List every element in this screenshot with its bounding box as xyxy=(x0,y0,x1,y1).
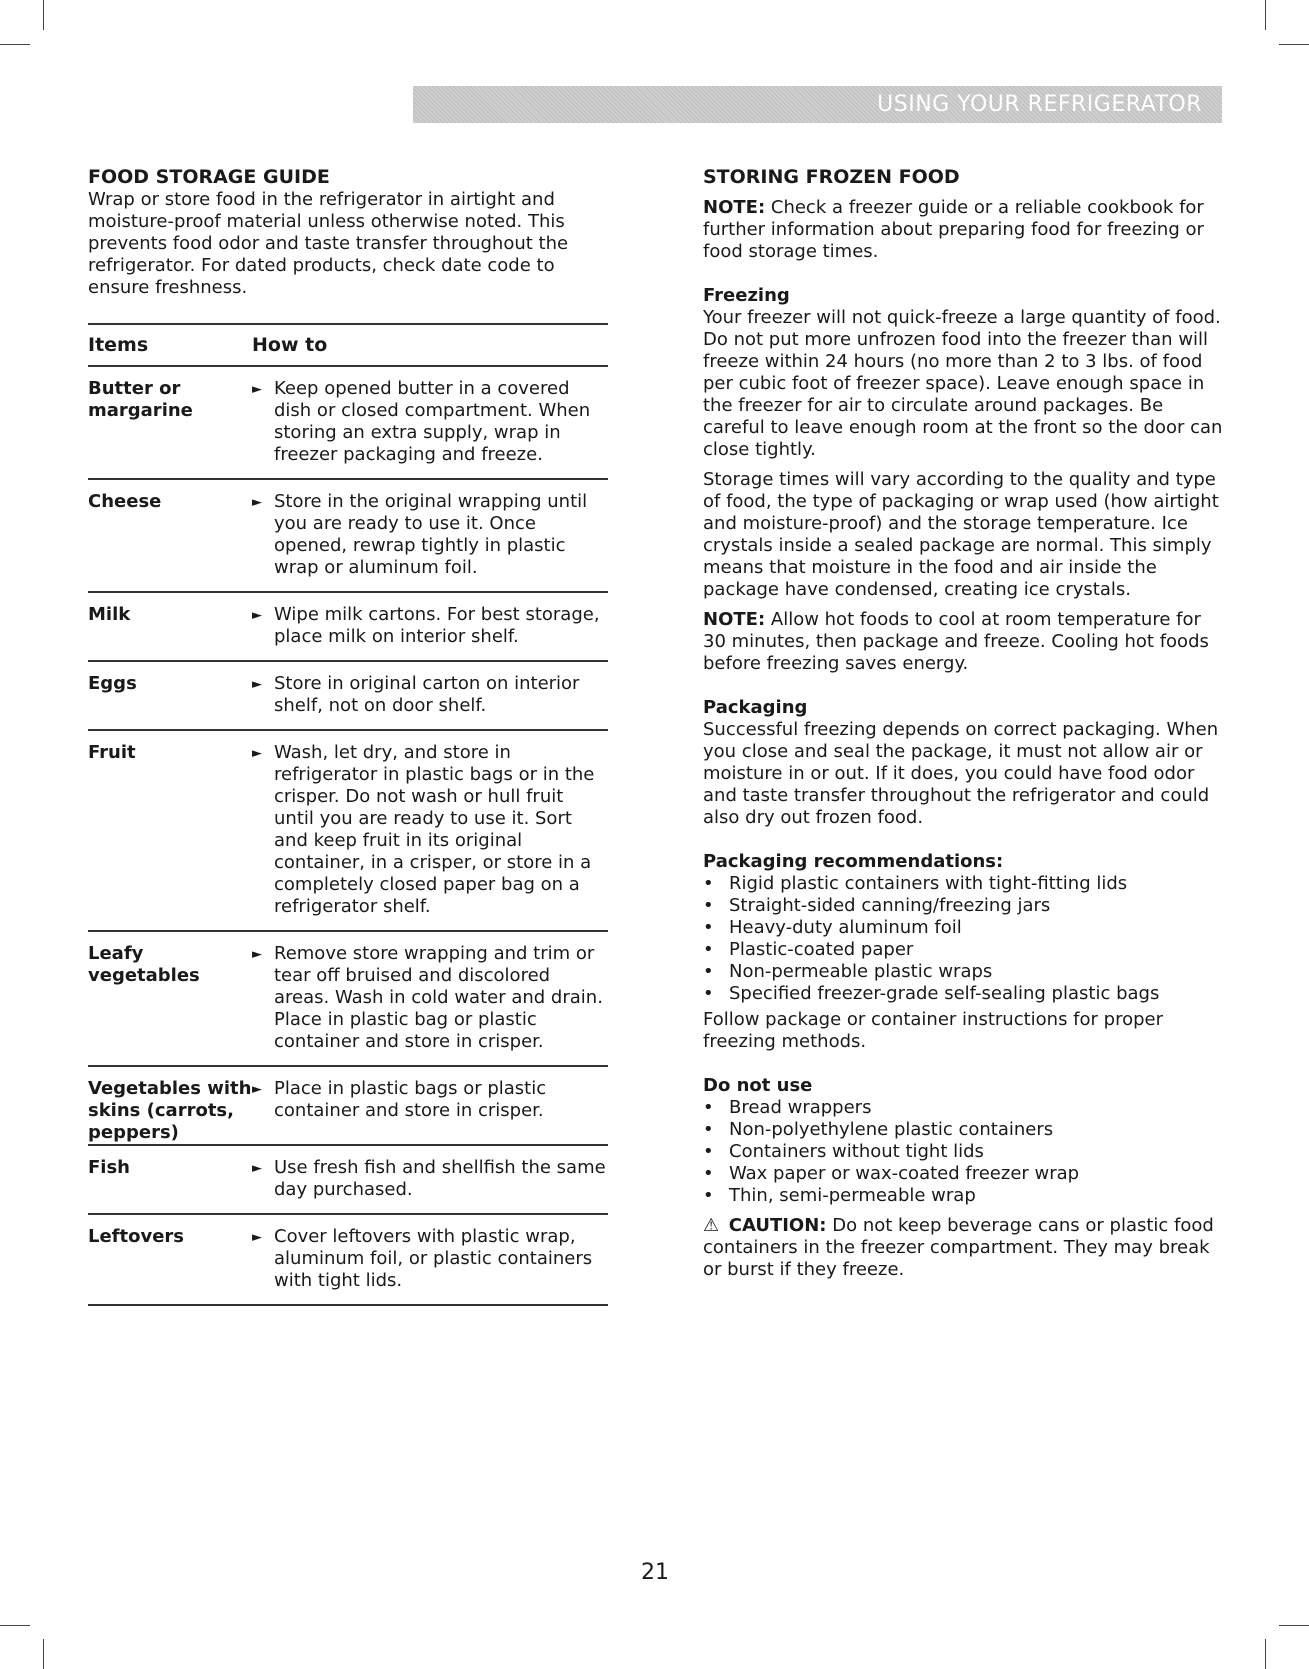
row-item: Fruit xyxy=(88,742,136,763)
list-item: • Non-permeable plastic wraps xyxy=(703,961,1223,983)
note-paragraph xyxy=(703,197,1223,263)
row-item: Butter or margarine xyxy=(88,378,193,421)
note-label: NOTE: xyxy=(703,197,766,218)
warning-icon: ⚠ xyxy=(703,1215,720,1236)
list-item: • Containers without tight lids xyxy=(703,1141,1223,1163)
crop-mark xyxy=(43,1639,44,1669)
row-how-to: Store in the original wrapping until you are ready to use it. Once opened, rewrap tightly in plastic wrap or aluminum foil. xyxy=(274,491,588,578)
crop-mark xyxy=(1265,1639,1266,1669)
note-text: Allow hot foods to cool at room temperature for 30 minutes, then package and freeze. Cooling hot foods before freezing saves energy. xyxy=(703,609,1209,674)
table-row xyxy=(88,932,608,1067)
arrow-bullet-icon: ► xyxy=(252,608,262,623)
arrow-bullet-icon: ► xyxy=(252,1082,262,1097)
row-item: Cheese xyxy=(88,491,162,512)
row-how-to: Keep opened butter in a covered dish or closed compartment. When storing an extra supply, wrap in freezer packaging and freeze. xyxy=(274,378,591,465)
row-how-to: Place in plastic bags or plastic container and store in crisper. xyxy=(274,1078,547,1121)
table-row xyxy=(88,662,608,731)
row-how-to: Remove store wrapping and trim or tear off bruised and discolored areas. Wash in cold water and drain. Place in plastic bag or plastic container and store in crisper. xyxy=(274,943,603,1052)
arrow-bullet-icon: ► xyxy=(252,382,262,397)
caution-text: Do not keep beverage cans or plastic food containers in the freezer compartment. They may break or burst if they freeze. xyxy=(703,1215,1214,1280)
note-paragraph xyxy=(703,609,1223,675)
crop-mark xyxy=(1279,44,1309,45)
column-header-items: Items xyxy=(88,334,149,356)
do-not-use-list xyxy=(703,1097,1223,1207)
packaging-recommendations-title: Packaging recommendations: xyxy=(703,851,1004,872)
arrow-bullet-icon: ► xyxy=(252,1161,262,1176)
row-item: Leftovers xyxy=(88,1226,185,1247)
caution-paragraph xyxy=(703,1215,1223,1281)
packaging-recommendations-list xyxy=(703,873,1223,1005)
table-header xyxy=(88,325,608,367)
packaging-title: Packaging xyxy=(703,697,808,718)
packaging-paragraph: Successful freezing depends on correct packaging. When you close and seal the package, it must not allow air or moisture in or out. If it does, you could have food odor and taste transfer throughout the refrigerator and could also dry out frozen food. xyxy=(703,719,1219,828)
caution-label: CAUTION: xyxy=(728,1215,827,1236)
note-text: Check a freezer guide or a reliable cookbook for further information about preparing food for freezing or food storage times. xyxy=(703,197,1204,262)
list-item: • Heavy-duty aluminum foil xyxy=(703,917,1223,939)
food-storage-guide-column xyxy=(88,165,608,1306)
list-item: • Thin, semi-permeable wrap xyxy=(703,1185,1223,1207)
row-item: Milk xyxy=(88,604,131,625)
row-how-to: Wipe milk cartons. For best storage, place milk on interior shelf. xyxy=(274,604,600,647)
arrow-bullet-icon: ► xyxy=(252,1230,262,1245)
table-row xyxy=(88,731,608,932)
food-storage-guide-intro: Wrap or store food in the refrigerator in airtight and moisture-proof material unless otherwise noted. This prevents food odor and taste transfer throughout the refrigerator. For dated products, check date code to ensure freshness. xyxy=(88,189,569,298)
list-item: • Specified freezer-grade self-sealing plastic bags xyxy=(703,983,1223,1005)
crop-mark xyxy=(1265,0,1266,30)
food-storage-guide-title: FOOD STORAGE GUIDE xyxy=(88,166,330,188)
row-how-to: Wash, let dry, and store in refrigerator in plastic bags or in the crisper. Do not wash or hull fruit until you are ready to use it. Sort and keep fruit in its original container, in a crisper, or store in a completely closed paper bag on a refrigerator shelf. xyxy=(274,742,595,917)
arrow-bullet-icon: ► xyxy=(252,495,262,510)
storing-frozen-food-title: STORING FROZEN FOOD xyxy=(703,166,960,188)
table-row xyxy=(88,480,608,593)
column-header-how-to: How to xyxy=(252,334,328,356)
table-row xyxy=(88,1215,608,1306)
row-how-to: Use fresh fish and shellfish the same day purchased. xyxy=(274,1157,606,1200)
freezing-paragraph-2: Storage times will vary according to the quality and type of food, the type of packaging or wrap used (how airtight and moisture-proof) and the storage temperature. Ice crystals inside a sealed package are normal. This simply means that moisture in the food and air inside the package have condensed, creating ice crystals. xyxy=(703,469,1219,600)
crop-mark xyxy=(0,44,30,45)
row-how-to: Store in original carton on interior shelf, not on door shelf. xyxy=(274,673,580,716)
do-not-use-title: Do not use xyxy=(703,1075,813,1096)
table-row xyxy=(88,367,608,480)
row-how-to: Cover leftovers with plastic wrap, aluminum foil, or plastic containers with tight lids. xyxy=(274,1226,593,1291)
crop-mark xyxy=(43,0,44,30)
list-item: • Straight-sided canning/freezing jars xyxy=(703,895,1223,917)
arrow-bullet-icon: ► xyxy=(252,947,262,962)
list-item: • Wax paper or wax-coated freezer wrap xyxy=(703,1163,1223,1185)
row-item: Vegetables with skins (carrots, peppers) xyxy=(88,1078,252,1143)
note-label: NOTE: xyxy=(703,609,766,630)
crop-mark xyxy=(0,1625,30,1626)
arrow-bullet-icon: ► xyxy=(252,677,262,692)
list-item: • Rigid plastic containers with tight-fitting lids xyxy=(703,873,1223,895)
section-header-title: USING YOUR REFRIGERATOR xyxy=(877,92,1202,117)
freezing-paragraph-1: Your freezer will not quick-freeze a large quantity of food. Do not put more unfrozen food into the freezer than will freeze within 24 hours (no more than 2 to 3 lbs. of food per cubic foot of freezer space). Leave enough space in the freezer for air to circulate around packages. Be careful to leave enough room at the front so the door can close tightly. xyxy=(703,307,1223,460)
section-header-bar xyxy=(413,86,1222,123)
arrow-bullet-icon: ► xyxy=(252,746,262,761)
list-item: • Plastic-coated paper xyxy=(703,939,1223,961)
table-row xyxy=(88,1067,608,1146)
row-item: Fish xyxy=(88,1157,130,1178)
freezing-title: Freezing xyxy=(703,285,790,306)
table-row xyxy=(88,593,608,662)
crop-mark xyxy=(1279,1625,1309,1626)
table-row xyxy=(88,1146,608,1215)
row-item: Eggs xyxy=(88,673,137,694)
list-item: • Bread wrappers xyxy=(703,1097,1223,1119)
storing-frozen-food-column xyxy=(703,165,1223,1281)
row-item: Leafy vegetables xyxy=(88,943,200,986)
food-storage-table xyxy=(88,323,608,1306)
list-item: • Non-polyethylene plastic containers xyxy=(703,1119,1223,1141)
page-number: 21 xyxy=(641,1560,669,1585)
recommendations-follow-text: Follow package or container instructions for proper freezing methods. xyxy=(703,1009,1163,1052)
